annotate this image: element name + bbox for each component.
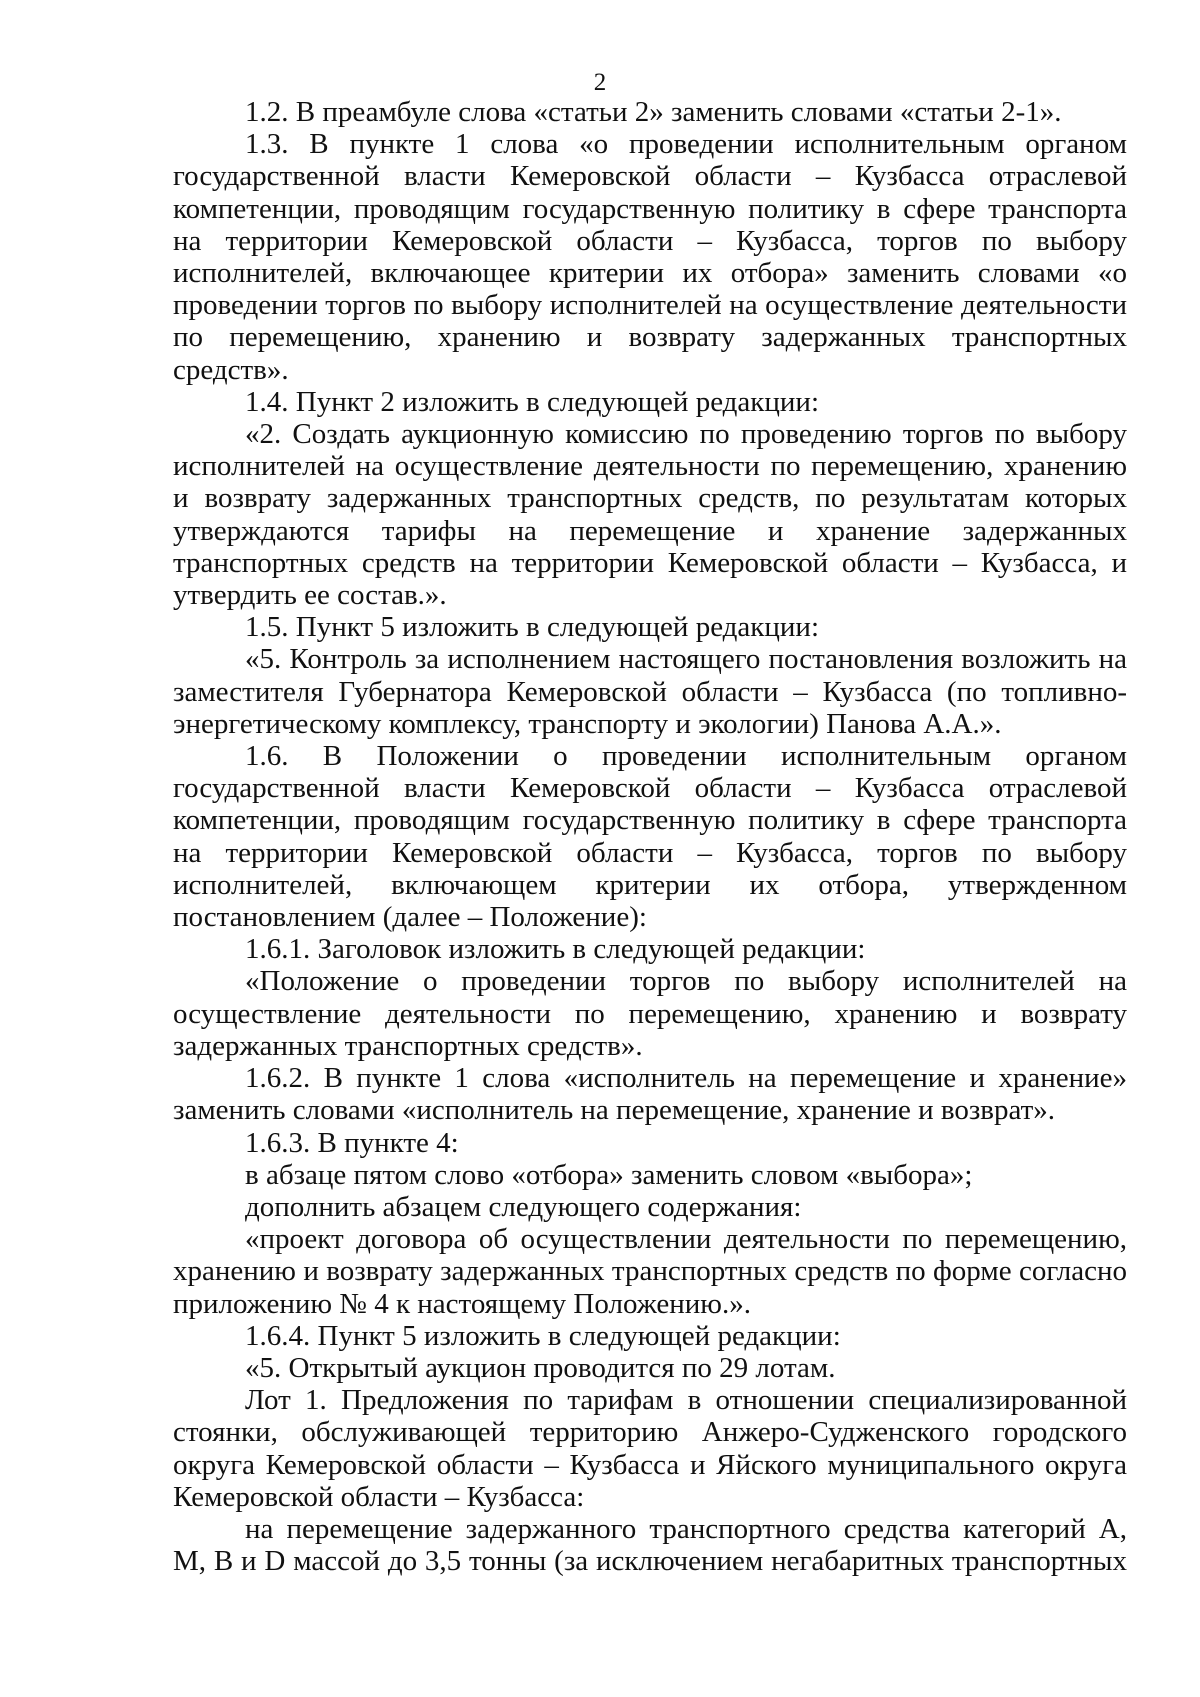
paragraph-quote-5: «5. Контроль за исполнением настоящего постановления возложить на заместителя Губернатора Кемеровской области – Кузбасса (по топливно-энергетическому комплексу, транспорту и экологии) Панова А.А.». <box>173 643 1127 740</box>
paragraph-1-6-1: 1.6.1. Заголовок изложить в следующей редакции: <box>245 933 866 966</box>
paragraph-lot-1: Лот 1. Предложения по тарифам в отношении специализированной стоянки, обслуживающей территорию Анжеро-Судженского городского округа Кемеровской области – Кузбасса и Яйского муниципального округа Кемеровской области – Кузбасса: <box>173 1384 1127 1513</box>
paragraph-1-4: 1.4. Пункт 2 изложить в следующей редакции: <box>245 385 820 418</box>
paragraph-1-6-3: 1.6.3. В пункте 4: <box>245 1126 459 1159</box>
paragraph-quote-2: «2. Создать аукционную комиссию по проведению торгов по выбору исполнителей на осуществление деятельности по перемещению, хранению и возврату задержанных транспортных средств, по результатам которых утверждаются тарифы на перемещение и хранение задержанных транспортных средств на территории Кемеровской области – Кузбасса, и утвердить ее состав.». <box>173 418 1127 612</box>
paragraph-peremeshchenie: на перемещение задержанного транспортного средства категорий A, M, B и D массой до 3,5 тонны (за исключением негабаритных транспортных <box>173 1512 1127 1578</box>
paragraph-title-quote: «Положение о проведении торгов по выбору исполнителей на осуществление деятельности по перемещению, хранению и возврату задержанных транспортных средств». <box>173 965 1127 1062</box>
paragraph-quote-auction: «5. Открытый аукцион проводится по 29 лотам. <box>245 1351 836 1384</box>
paragraph-proekt-dogovora: «проект договора об осуществлении деятельности по перемещению, хранению и возврату задержанных транспортных средств по форме согласно приложению № 4 к настоящему Положению.». <box>173 1223 1127 1320</box>
paragraph-1-2: 1.2. В преамбуле слова «статьи 2» заменить словами «статьи 2-1». <box>245 96 1062 128</box>
paragraph-abzac-5: в абзаце пятом слово «отбора» заменить словом «выбора»; <box>245 1158 973 1191</box>
paragraph-1-6: 1.6. В Положении о проведении исполнительным органом государственной власти Кемеровской области – Кузбасса отраслевой компетенции, проводящим государственную политику в сфере транспорта на территории Кемеровской области – Кузбасса, торгов по выбору исполнителей, включающем критерии их отбора, утвержденном постановлением (далее – Положение): <box>173 740 1127 934</box>
page-number: 2 <box>593 69 607 96</box>
paragraph-1-5: 1.5. Пункт 5 изложить в следующей редакции: <box>245 611 820 644</box>
document-body <box>173 96 1127 1577</box>
paragraph-1-6-4: 1.6.4. Пункт 5 изложить в следующей редакции: <box>245 1319 841 1352</box>
paragraph-1-6-2: 1.6.2. В пункте 1 слова «исполнитель на перемещение и хранение» заменить словами «исполнитель на перемещение, хранение и возврат». <box>173 1062 1127 1127</box>
paragraph-dopolnit: дополнить абзацем следующего содержания: <box>245 1190 802 1223</box>
paragraph-1-3: 1.3. В пункте 1 слова «о проведении исполнительным органом государственной власти Кемеровской области – Кузбасса отраслевой компетенции, проводящим государственную политику в сфере транспорта на территории Кемеровской области – Кузбасса, торгов по выбору исполнителей, включающее критерии их отбора» заменить словами «о проведении торгов по выбору исполнителей на осуществление деятельности по перемещению, хранению и возврату задержанных транспортных средств». <box>173 128 1127 386</box>
